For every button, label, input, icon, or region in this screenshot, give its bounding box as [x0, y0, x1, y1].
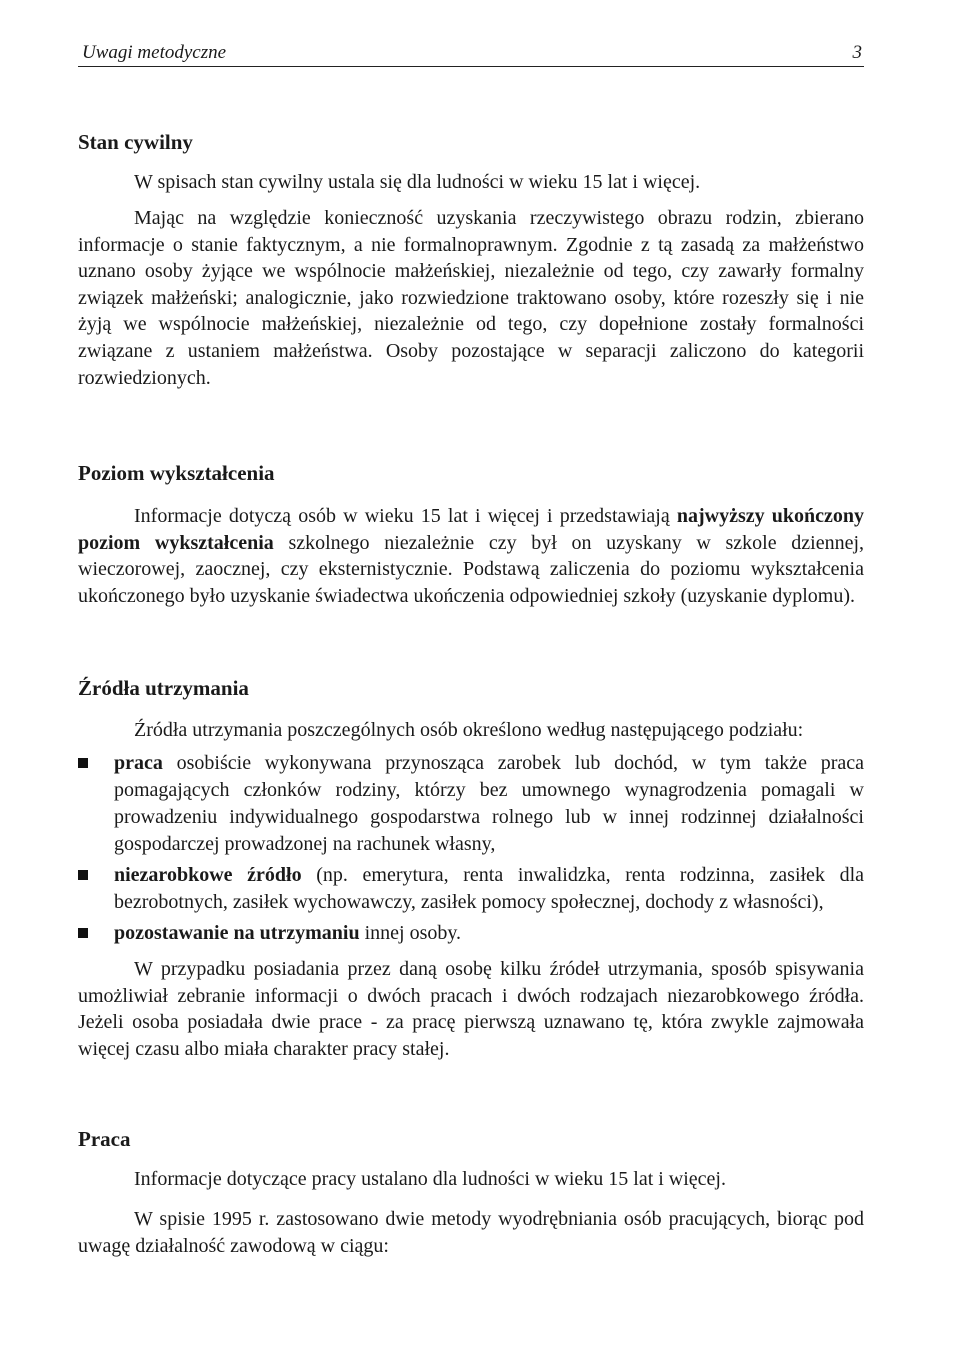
- income-intro: Źródła utrzymania poszczególnych osób określono według następującego podziału:: [134, 719, 804, 741]
- list-item-term: niezarobkowe źródło: [114, 864, 302, 886]
- page-number: 3: [852, 42, 862, 63]
- education-text-2: szkolnego niezależnie czy był on uzyskany w szkole dziennej, wieczorowej, zaocznej, czy eksternistycznie. Podstawą zaliczenia do poziomu wykształcenia ukończonego było uzyskanie świadectwa ukończenia odpowiedniej szkoły (uzyskanie dyplomu).: [78, 531, 865, 607]
- section-title-civil-status: Stan cywilny: [78, 130, 193, 154]
- section-title-income-sources: Źródła utrzymania: [78, 676, 249, 700]
- square-bullet-icon: [78, 928, 88, 938]
- work-paragraph-1: Informacje dotyczące pracy ustalano dla ludności w wieku 15 lat i więcej.: [134, 1168, 726, 1190]
- list-item: [78, 920, 864, 947]
- list-item-text: osobiście wykonywana przynosząca zarobek lub dochód, w tym także praca pomagających członków rodziny, którzy bez umownego wynagrodzenia pomagali w prowadzeniu indywidualnego gospodarstwa rolnego lub w innej rodzinnej działalności gospodarczej prowadzonej na rachunek własny,: [114, 752, 864, 855]
- civil-status-paragraph-2: Mając na względzie konieczność uzyskania rzeczywistego obrazu rodzin, zbierano informacje o stanie faktycznym, a nie formalnoprawnym. Zgodnie z tą zasadą za małżeństwo uznano osoby żyjące we wspólnocie małżeńskiej, niezależnie od tego, czy zawarły formalny związek małżeński; analogicznie, jako rozwiedzione traktowano osoby, które rozeszły się i nie żyją we wspólnocie małżeńskiej, niezależnie od tego, czy dopełnione zostały formalności związane z ustaniem małżeństwa. Osoby pozostające w separacji zaliczono do kategorii rozwiedzionych.: [78, 207, 864, 389]
- square-bullet-icon: [78, 870, 88, 880]
- list-item: [78, 750, 864, 858]
- education-paragraph: [78, 503, 864, 609]
- work-paragraph-2: W spisie 1995 r. zastosowano dwie metody wyodrębniania osób pracujących, biorąc pod uwagę działalność zawodową w ciągu:: [78, 1208, 864, 1257]
- section-title-education: Poziom wykształcenia: [78, 461, 275, 485]
- header-title: Uwagi metodyczne: [82, 42, 227, 63]
- income-paragraph-2: W przypadku posiadania przez daną osobę kilku źródeł utrzymania, sposób spisywania umożliwiał zebranie informacji o dwóch pracach i dwóch rodzajach niezarobkowego źródła. Jeżeli osoba posiadała dwie prace - za pracę pierwszą uznawano tę, która zwykle zajmowała więcej czasu albo miała charakter pracy stałej.: [78, 958, 864, 1060]
- list-item: [78, 862, 864, 916]
- list-item-term: pozostawanie na utrzymaniu: [114, 922, 360, 944]
- square-bullet-icon: [78, 758, 88, 768]
- civil-status-paragraph-1: W spisach stan cywilny ustala się dla ludności w wieku 15 lat i więcej.: [134, 171, 701, 193]
- education-bold-term: najwyższy ukończony poziom wykształcenia: [78, 505, 864, 554]
- list-item-term: praca: [114, 752, 163, 774]
- list-item-text: innej osoby.: [359, 922, 462, 944]
- list-item-text: (np. emerytura, renta inwalidzka, renta rodzinna, zasiłek dla bezrobotnych, zasiłek wychowawczy, zasiłek pomocy społecznej, dochody z własności),: [114, 864, 865, 913]
- section-title-work: Praca: [78, 1127, 131, 1151]
- education-text-1: Informacje dotyczą osób w wieku 15 lat i więcej i przedstawiają: [134, 505, 677, 527]
- income-source-list: [78, 750, 864, 951]
- running-header: [78, 40, 864, 67]
